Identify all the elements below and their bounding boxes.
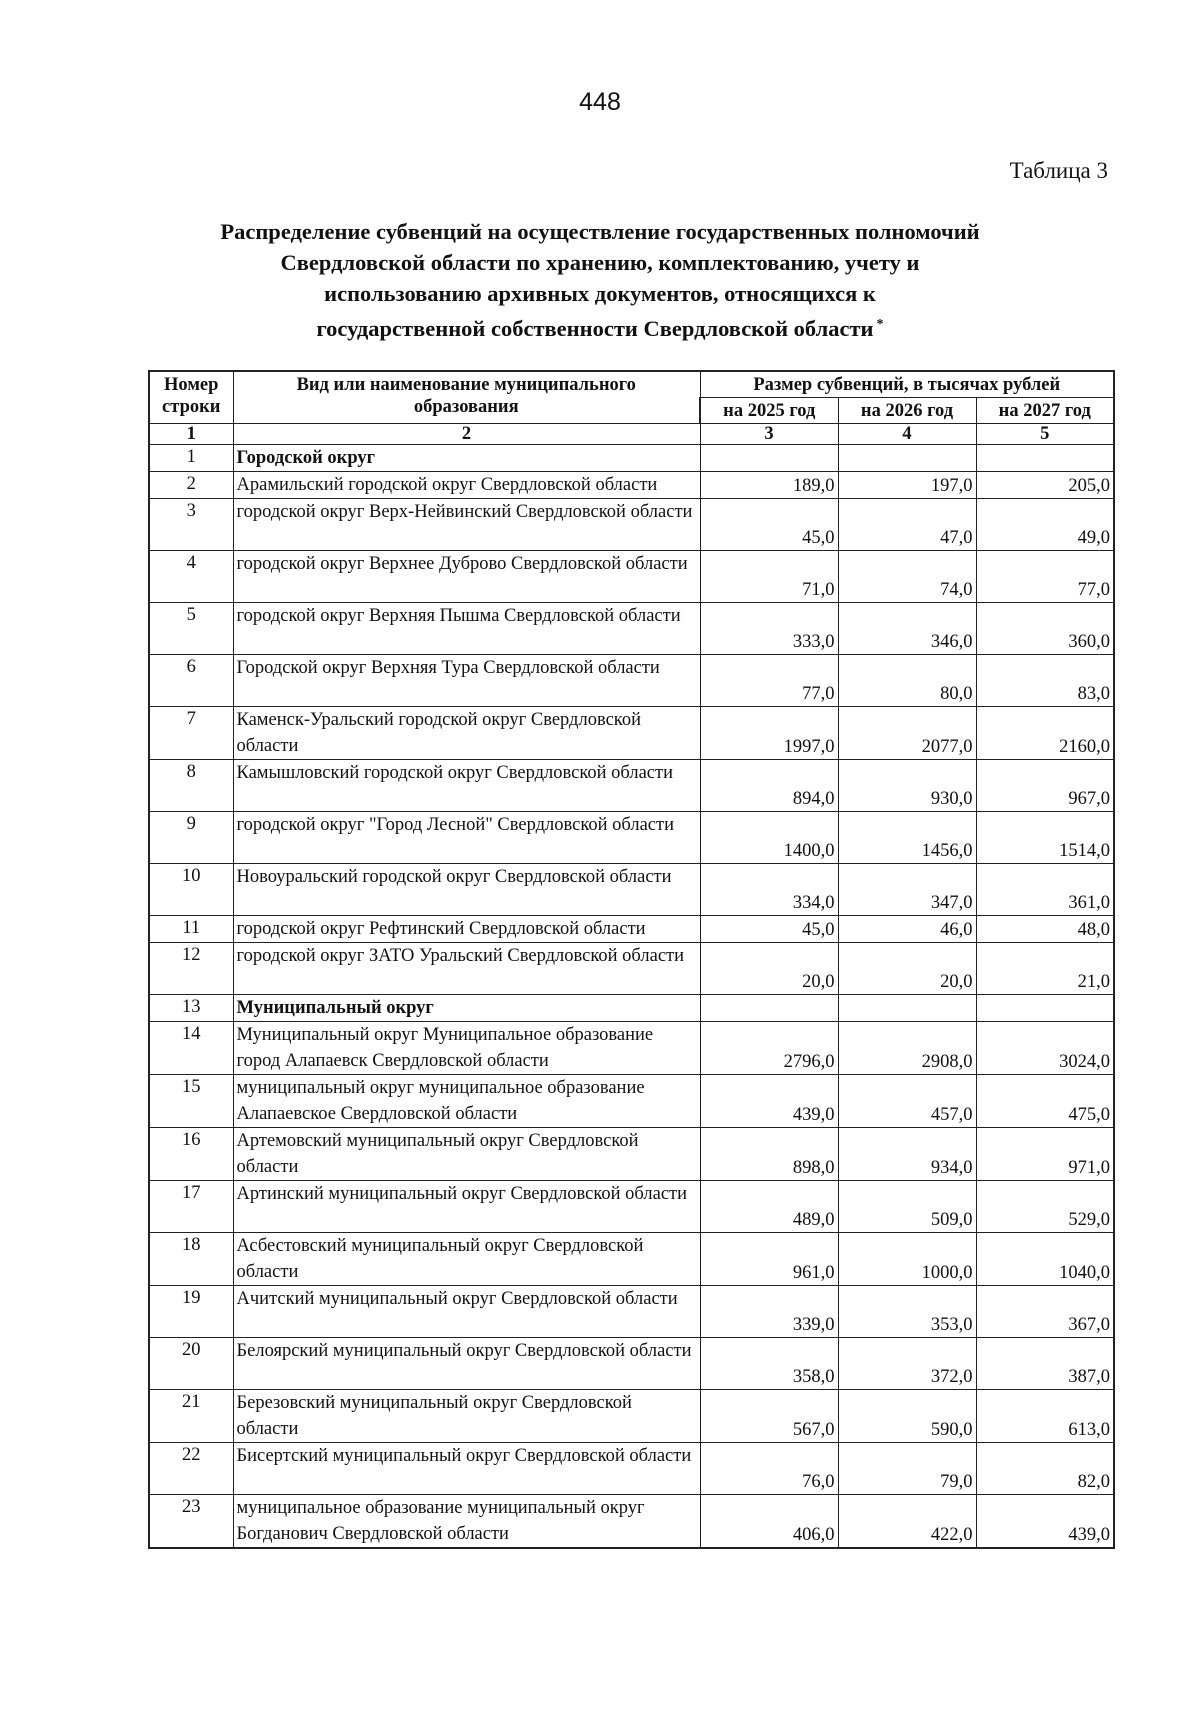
subvention-2027-cell: 49,0 (976, 499, 1114, 551)
municipality-name-cell: Камышловский городской округ Свердловской области (233, 760, 700, 812)
table-row (149, 1128, 1114, 1181)
row-number-cell: 1 (149, 445, 233, 472)
subvention-2026-cell: 1000,0 (838, 1233, 976, 1286)
row-number-cell: 23 (149, 1495, 233, 1549)
table-row (149, 812, 1114, 864)
title-line-3: использованию архивных документов, относящихся к (324, 281, 876, 306)
header-row-number-line2: строки (162, 397, 221, 417)
row-number-cell: 6 (149, 655, 233, 707)
subvention-2027-cell: 77,0 (976, 551, 1114, 603)
row-number-cell: 8 (149, 760, 233, 812)
table-body (149, 445, 1114, 1549)
table-row (149, 499, 1114, 551)
header-row-number-line1: Номер (164, 375, 219, 395)
subvention-2025-cell: 76,0 (700, 1443, 838, 1495)
subvention-2026-cell: 80,0 (838, 655, 976, 707)
subvention-2026-cell: 2908,0 (838, 1022, 976, 1075)
row-number-cell: 2 (149, 472, 233, 499)
table-row (149, 916, 1114, 943)
table-row (149, 760, 1114, 812)
row-number-cell: 17 (149, 1181, 233, 1233)
header-municipality-line2: образования (413, 397, 519, 417)
row-number-cell: 13 (149, 995, 233, 1022)
row-number-cell: 20 (149, 1338, 233, 1390)
subvention-2027-cell: 82,0 (976, 1443, 1114, 1495)
subvention-2025-cell: 1400,0 (700, 812, 838, 864)
subvention-2026-cell: 74,0 (838, 551, 976, 603)
subvention-2027-cell: 205,0 (976, 472, 1114, 499)
subvention-2027-cell (976, 445, 1114, 472)
subvention-2026-cell: 422,0 (838, 1495, 976, 1549)
row-number-cell: 4 (149, 551, 233, 603)
subvention-2027-cell: 971,0 (976, 1128, 1114, 1181)
subvention-2025-cell: 439,0 (700, 1075, 838, 1128)
header-municipality-line1: Вид или наименование муниципального (296, 375, 636, 395)
subvention-2027-cell: 967,0 (976, 760, 1114, 812)
municipality-name-cell: городской округ Верх-Нейвинский Свердловской области (233, 499, 700, 551)
subvention-2026-cell: 1456,0 (838, 812, 976, 864)
municipality-name-cell: Арамильский городской округ Свердловской области (233, 472, 700, 499)
table-row (149, 445, 1114, 472)
subvention-2027-cell: 361,0 (976, 864, 1114, 916)
municipality-name-cell: Ачитский муниципальный округ Свердловской области (233, 1286, 700, 1338)
municipality-name-cell: Артинский муниципальный округ Свердловской области (233, 1181, 700, 1233)
subvention-2025-cell: 358,0 (700, 1338, 838, 1390)
subvention-2025-cell: 77,0 (700, 655, 838, 707)
municipality-name-cell: Белоярский муниципальный округ Свердловской области (233, 1338, 700, 1390)
subvention-2027-cell: 83,0 (976, 655, 1114, 707)
page-number: 448 (579, 88, 621, 116)
table-row (149, 472, 1114, 499)
title-line-4 (150, 309, 1050, 344)
row-number-cell: 5 (149, 603, 233, 655)
row-number-cell: 21 (149, 1390, 233, 1443)
subvention-2027-cell: 1514,0 (976, 812, 1114, 864)
subvention-2025-cell: 961,0 (700, 1233, 838, 1286)
subvention-2026-cell: 346,0 (838, 603, 976, 655)
subvention-2025-cell: 333,0 (700, 603, 838, 655)
row-number-cell: 15 (149, 1075, 233, 1128)
municipality-name-cell: Городской округ (233, 445, 700, 472)
table-row (149, 1181, 1114, 1233)
header-year-2027: на 2027 год (976, 398, 1114, 424)
table-row (149, 707, 1114, 760)
municipality-name-cell: Новоуральский городской округ Свердловской области (233, 864, 700, 916)
subvention-2026-cell (838, 445, 976, 472)
table-row (149, 1443, 1114, 1495)
subvention-2025-cell (700, 445, 838, 472)
row-number-cell: 16 (149, 1128, 233, 1181)
municipality-name-cell: Бисертский муниципальный округ Свердловской области (233, 1443, 700, 1495)
municipality-name-cell: Каменск-Уральский городской округ Свердловской области (233, 707, 700, 760)
table-row (149, 995, 1114, 1022)
subvention-2026-cell: 197,0 (838, 472, 976, 499)
row-number-cell: 18 (149, 1233, 233, 1286)
subvention-2027-cell (976, 995, 1114, 1022)
title-line-1: Распределение субвенций на осуществление государственных полномочий (220, 219, 980, 244)
municipality-name-cell: Асбестовский муниципальный округ Свердловской области (233, 1233, 700, 1286)
header-row-number (149, 371, 233, 424)
table-row (149, 655, 1114, 707)
municipality-name-cell: Артемовский муниципальный округ Свердловской области (233, 1128, 700, 1181)
subvention-2026-cell: 457,0 (838, 1075, 976, 1128)
row-number-cell: 7 (149, 707, 233, 760)
subvention-2025-cell: 2796,0 (700, 1022, 838, 1075)
subvention-2026-cell: 79,0 (838, 1443, 976, 1495)
document-title (150, 216, 1050, 344)
table-row (149, 1075, 1114, 1128)
municipality-name-cell: городской округ "Город Лесной" Свердловской области (233, 812, 700, 864)
subvention-2025-cell: 567,0 (700, 1390, 838, 1443)
municipality-name-cell: Муниципальный округ (233, 995, 700, 1022)
subvention-2027-cell: 387,0 (976, 1338, 1114, 1390)
footnote-mark: * (876, 317, 884, 332)
row-number-cell: 10 (149, 864, 233, 916)
subvention-2026-cell: 930,0 (838, 760, 976, 812)
subvention-2026-cell: 372,0 (838, 1338, 976, 1390)
table-row (149, 1286, 1114, 1338)
subvention-2025-cell: 334,0 (700, 864, 838, 916)
header-year-2026: на 2026 год (838, 398, 976, 424)
subvention-2025-cell: 489,0 (700, 1181, 838, 1233)
subvention-2025-cell: 20,0 (700, 943, 838, 995)
title-line-2: Свердловской области по хранению, комплектованию, учету и (280, 250, 920, 275)
row-number-cell: 12 (149, 943, 233, 995)
header-subvention-size: Размер субвенций, в тысячах рублей (700, 371, 1114, 398)
subvention-2026-cell: 347,0 (838, 864, 976, 916)
row-number-cell: 9 (149, 812, 233, 864)
row-number-cell: 11 (149, 916, 233, 943)
table-row (149, 551, 1114, 603)
title-line-4-text: государственной собственности Свердловской области (316, 316, 874, 341)
header-year-2025: на 2025 год (700, 398, 838, 424)
table-row (149, 1390, 1114, 1443)
subvention-2025-cell: 189,0 (700, 472, 838, 499)
subvention-2027-cell: 475,0 (976, 1075, 1114, 1128)
column-index-5: 5 (976, 424, 1114, 445)
municipality-name-cell: городской округ Рефтинский Свердловской области (233, 916, 700, 943)
subvention-2027-cell: 360,0 (976, 603, 1114, 655)
municipality-name-cell: муниципальное образование муниципальный округ Богданович Свердловской области (233, 1495, 700, 1549)
subvention-2026-cell: 934,0 (838, 1128, 976, 1181)
column-index-3: 3 (700, 424, 838, 445)
municipality-name-cell: городской округ Верхнее Дуброво Свердловской области (233, 551, 700, 603)
table-row (149, 603, 1114, 655)
subvention-2026-cell: 46,0 (838, 916, 976, 943)
subvention-2025-cell: 45,0 (700, 916, 838, 943)
table-row (149, 943, 1114, 995)
municipality-name-cell: Березовский муниципальный округ Свердловской области (233, 1390, 700, 1443)
municipality-name-cell: городской округ Верхняя Пышма Свердловской области (233, 603, 700, 655)
subvention-2025-cell: 1997,0 (700, 707, 838, 760)
subvention-2027-cell: 439,0 (976, 1495, 1114, 1549)
row-number-cell: 19 (149, 1286, 233, 1338)
subvention-2027-cell: 529,0 (976, 1181, 1114, 1233)
municipality-name-cell: Городской округ Верхняя Тура Свердловской области (233, 655, 700, 707)
subvention-2026-cell: 20,0 (838, 943, 976, 995)
column-index-1: 1 (149, 424, 233, 445)
subvention-2027-cell: 3024,0 (976, 1022, 1114, 1075)
row-number-cell: 14 (149, 1022, 233, 1075)
subvention-2027-cell: 21,0 (976, 943, 1114, 995)
row-number-cell: 22 (149, 1443, 233, 1495)
table-row (149, 1495, 1114, 1549)
subvention-2027-cell: 367,0 (976, 1286, 1114, 1338)
subvention-2025-cell: 71,0 (700, 551, 838, 603)
subvention-2026-cell: 353,0 (838, 1286, 976, 1338)
subvention-2026-cell: 47,0 (838, 499, 976, 551)
subvention-2025-cell: 894,0 (700, 760, 838, 812)
subvention-2027-cell: 613,0 (976, 1390, 1114, 1443)
municipality-name-cell: муниципальный округ муниципальное образование Алапаевское Свердловской области (233, 1075, 700, 1128)
subvention-2027-cell: 2160,0 (976, 707, 1114, 760)
table-caption: Таблица 3 (1009, 158, 1108, 183)
subvention-2025-cell: 45,0 (700, 499, 838, 551)
header-municipality (233, 371, 700, 424)
subvention-2025-cell: 339,0 (700, 1286, 838, 1338)
subvention-2026-cell: 2077,0 (838, 707, 976, 760)
table-row (149, 1022, 1114, 1075)
subvention-2025-cell (700, 995, 838, 1022)
subvention-2025-cell: 898,0 (700, 1128, 838, 1181)
subvention-2026-cell: 509,0 (838, 1181, 976, 1233)
subvention-2026-cell: 590,0 (838, 1390, 976, 1443)
subvention-2027-cell: 48,0 (976, 916, 1114, 943)
subvention-2026-cell (838, 995, 976, 1022)
municipality-name-cell: городской округ ЗАТО Уральский Свердловской области (233, 943, 700, 995)
table-row (149, 1338, 1114, 1390)
subvention-2027-cell: 1040,0 (976, 1233, 1114, 1286)
column-index-4: 4 (838, 424, 976, 445)
municipality-name-cell: Муниципальный округ Муниципальное образование город Алапаевск Свердловской области (233, 1022, 700, 1075)
table-row (149, 1233, 1114, 1286)
table-row (149, 864, 1114, 916)
subventions-table (148, 370, 1115, 1549)
subvention-2025-cell: 406,0 (700, 1495, 838, 1549)
row-number-cell: 3 (149, 499, 233, 551)
column-index-2: 2 (233, 424, 700, 445)
